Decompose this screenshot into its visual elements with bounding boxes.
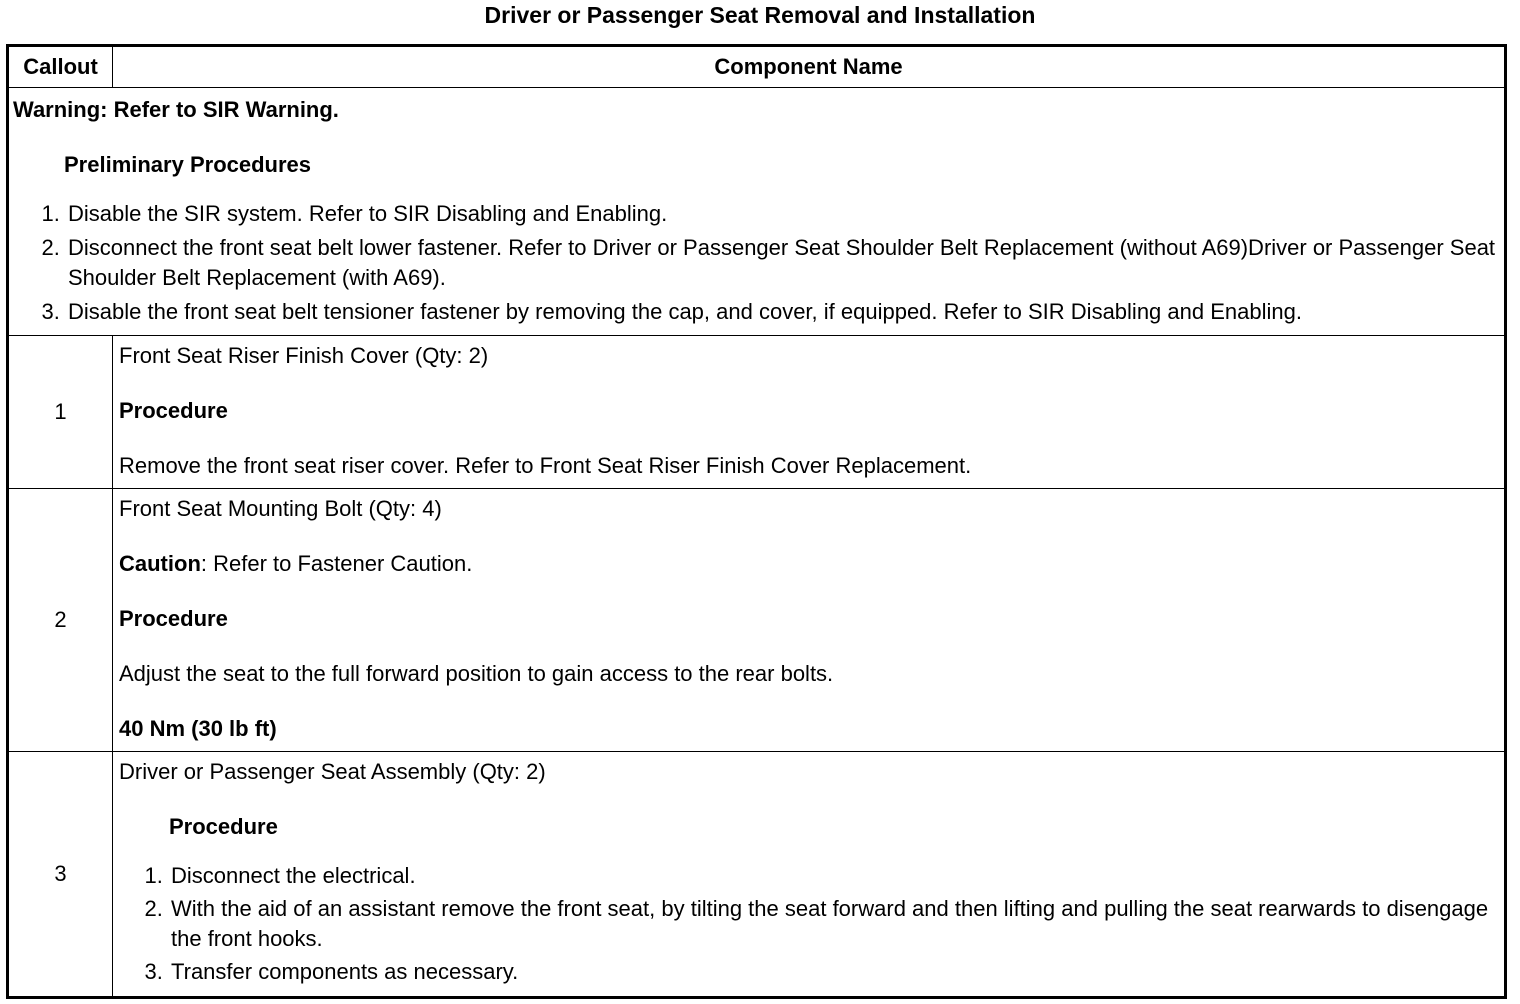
component-name: Front Seat Riser Finish Cover (Qty: 2) xyxy=(119,343,489,368)
component-name: Driver or Passenger Seat Assembly (Qty: 2) xyxy=(119,759,546,784)
caution-label: Caution xyxy=(119,551,201,576)
callout-number: 2 xyxy=(8,489,113,752)
procedure-step: 1. Disconnect the electrical. xyxy=(169,861,1498,891)
preliminary-step: 2. Disconnect the front seat belt lower fastener. Refer to Driver or Passenger Seat Shoulder Belt Replacement (without A69)Driver or Passenger Seat Shoulder Belt Replacement (with A69). xyxy=(66,233,1504,293)
torque-spec: 40 Nm (30 lb ft) xyxy=(119,716,277,741)
preliminary-step: 1. Disable the SIR system. Refer to SIR Disabling and Enabling. xyxy=(66,199,1504,229)
preliminary-cell xyxy=(8,88,1506,336)
caution-text: : Refer to Fastener Caution. xyxy=(200,551,473,576)
procedure-text: Adjust the seat to the full forward position to gain access to the rear bolts. xyxy=(119,661,834,686)
component-cell xyxy=(113,336,1506,489)
procedure-label: Procedure xyxy=(119,606,228,631)
caution-line xyxy=(119,548,1498,580)
preliminary-step: 3. Disable the front seat belt tensioner fastener by removing the cap, and cover, if equipped. Refer to SIR Disabling and Enabling. xyxy=(66,297,1504,327)
header-row xyxy=(8,46,1506,88)
callout-header: Callout xyxy=(8,46,113,88)
preliminary-row xyxy=(8,88,1506,336)
preliminary-steps xyxy=(13,199,1504,327)
table-row xyxy=(8,489,1506,752)
procedure-steps xyxy=(119,861,1498,987)
component-cell xyxy=(113,752,1506,998)
procedure-table xyxy=(6,44,1507,999)
table-row xyxy=(8,336,1506,489)
procedure-step: 2. With the aid of an assistant remove the front seat, by tilting the seat forward and then lifting and pulling the seat rearwards to disengage the front hooks. xyxy=(169,894,1498,954)
procedure-label: Procedure xyxy=(119,398,228,423)
procedure-label: Procedure xyxy=(169,814,278,839)
procedure-step: 3. Transfer components as necessary. xyxy=(169,957,1498,987)
table-row xyxy=(8,752,1506,998)
preliminary-heading: Preliminary Procedures xyxy=(64,152,312,177)
document-title: Driver or Passenger Seat Removal and Installation xyxy=(484,2,1036,28)
component-name: Front Seat Mounting Bolt (Qty: 4) xyxy=(119,496,442,521)
component-cell xyxy=(113,489,1506,752)
callout-number: 1 xyxy=(8,336,113,489)
callout-number: 3 xyxy=(8,752,113,998)
procedure-text: Remove the front seat riser cover. Refer to Front Seat Riser Finish Cover Replacement. xyxy=(119,453,972,478)
sir-warning: Warning: Refer to SIR Warning. xyxy=(13,97,339,122)
component-name-header: Component Name xyxy=(113,46,1506,88)
